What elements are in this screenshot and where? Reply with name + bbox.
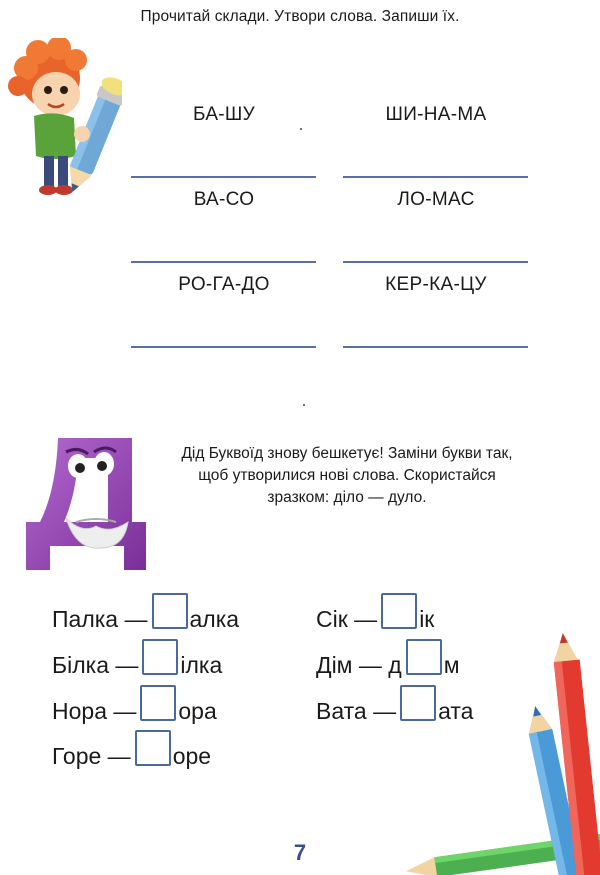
print-dot (300, 128, 302, 130)
exercise-nora (52, 684, 217, 724)
exercise-ending: ата (438, 698, 474, 724)
exercise-word: Горе — (52, 743, 131, 769)
exercise-ending: ора (178, 698, 217, 724)
exercise-word: Вата — (316, 698, 397, 724)
exercise-palka (52, 592, 239, 632)
task-title: Прочитай склади. Утвори слова. Запиши їх. (140, 8, 460, 25)
answer-line-3-right[interactable] (343, 346, 528, 348)
exercise-hore (52, 729, 211, 769)
instruction-line-2: щоб утворилися нові слова. Скористайся (198, 467, 496, 484)
letter-box[interactable] (152, 593, 188, 629)
boy-with-pencil-illustration (4, 38, 122, 203)
syllables-va-so: ВА-СО (193, 189, 255, 210)
exercise-ending: алка (189, 606, 240, 632)
letter-box[interactable] (381, 593, 417, 629)
letter-box[interactable] (142, 639, 178, 675)
exercise-word: Нора — (52, 698, 137, 724)
syllables-ba-shu: БА-ШУ (192, 104, 256, 125)
page-number: 7 (293, 840, 307, 865)
exercise-word: Сік — (316, 606, 378, 632)
exercise-ending: оре (172, 743, 212, 769)
letter-box[interactable] (140, 685, 176, 721)
syllables-shy-na-ma: ШИ-НА-МА (385, 104, 487, 125)
exercise-bilka (52, 638, 222, 678)
colored-pencils-illustration (395, 628, 600, 875)
syllables-lo-mas: ЛО-МАС (397, 189, 475, 210)
letter-d-mascot-illustration (20, 430, 160, 575)
answer-line-2-left[interactable] (131, 261, 316, 263)
exercise-sik (316, 592, 434, 632)
answer-line-2-right[interactable] (343, 261, 528, 263)
exercise-ending: ік (419, 606, 435, 632)
task-instruction (142, 443, 552, 509)
exercise-word: Палка — (52, 606, 148, 632)
exercise-ending: ілка (180, 652, 223, 678)
syllables-ker-ka-tsu: КЕР-КА-ЦУ (385, 274, 487, 295)
exercise-ending: м (443, 652, 460, 678)
letter-box[interactable] (135, 730, 171, 766)
syllables-ro-ha-do: РО-ГА-ДО (178, 274, 270, 295)
print-dot (303, 404, 305, 406)
instruction-line-1: Дід Буквоїд знову бешкетує! Заміни букви так, (181, 445, 513, 462)
exercise-word: Білка — (52, 652, 139, 678)
instruction-line-3: зразком: діло — дуло. (267, 489, 427, 506)
answer-line-3-left[interactable] (131, 346, 316, 348)
answer-line-1-right[interactable] (343, 176, 528, 178)
exercise-word: Дім — д (316, 652, 402, 678)
answer-line-1-left[interactable] (131, 176, 316, 178)
